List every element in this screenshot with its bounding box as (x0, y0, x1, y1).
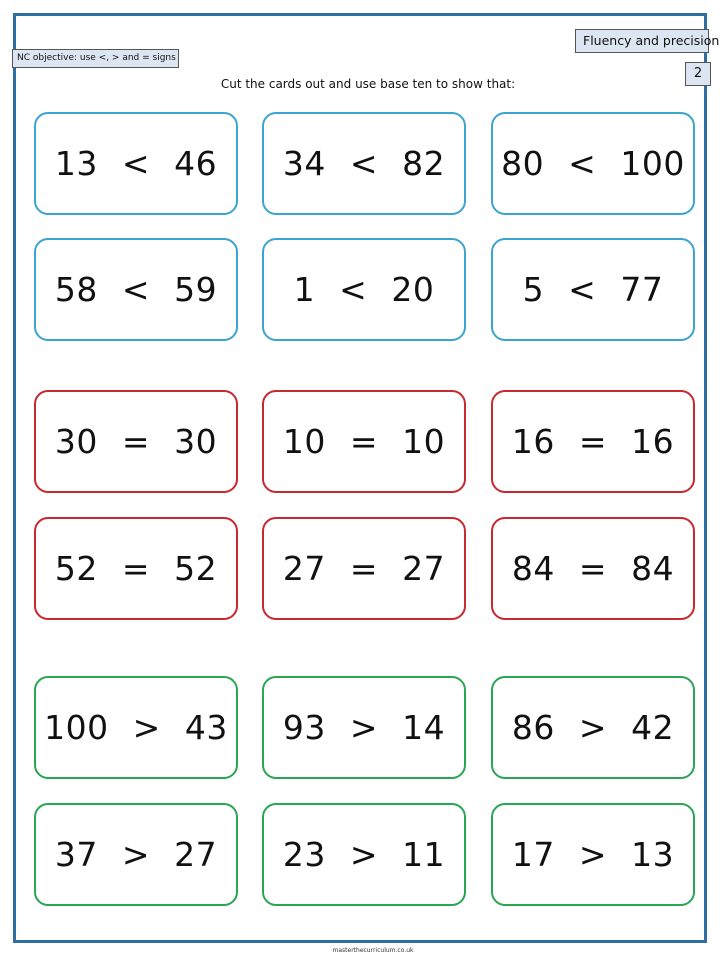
comparison-sign: = (349, 422, 379, 461)
comparison-sign: > (132, 708, 161, 747)
comparison-card[interactable] (34, 238, 238, 341)
card-right-value: 43 (184, 708, 228, 747)
card-right-value: 77 (620, 270, 664, 309)
comparison-card[interactable] (262, 517, 466, 620)
card-right-value: 13 (631, 835, 675, 874)
comparison-card[interactable] (262, 238, 466, 341)
card-left-value: 58 (54, 270, 98, 309)
card-right-value: 52 (174, 549, 218, 588)
card-left-value: 5 (522, 270, 545, 309)
card-right-value: 59 (174, 270, 218, 309)
comparison-sign: = (578, 549, 608, 588)
card-right-value: 84 (631, 549, 675, 588)
card-right-value: 10 (402, 422, 446, 461)
card-left-value: 84 (511, 549, 555, 588)
card-left-value: 27 (282, 549, 326, 588)
comparison-card[interactable] (262, 390, 466, 493)
comparison-sign: > (578, 835, 608, 874)
card-left-value: 93 (282, 708, 326, 747)
card-right-value: 42 (631, 708, 675, 747)
comparison-card[interactable] (34, 390, 238, 493)
comparison-sign: > (349, 708, 379, 747)
comparison-card[interactable] (491, 390, 695, 493)
comparison-card[interactable] (262, 803, 466, 906)
footer-url: masterthecurriculum.co.uk (332, 947, 414, 954)
card-left-value: 37 (54, 835, 98, 874)
page-number: 2 (685, 62, 711, 86)
comparison-card[interactable] (491, 238, 695, 341)
card-right-value: 11 (402, 835, 446, 874)
comparison-card[interactable] (491, 112, 695, 215)
card-left-value: 16 (511, 422, 555, 461)
card-right-value: 20 (391, 270, 435, 309)
comparison-card[interactable] (34, 676, 238, 779)
card-right-value: 27 (402, 549, 446, 588)
comparison-card[interactable] (34, 112, 238, 215)
comparison-sign: = (121, 549, 151, 588)
comparison-sign: < (339, 270, 368, 309)
comparison-card[interactable] (34, 803, 238, 906)
comparison-card[interactable] (262, 112, 466, 215)
card-left-value: 30 (54, 422, 98, 461)
card-left-value: 23 (282, 835, 326, 874)
comparison-sign: < (349, 144, 379, 183)
card-right-value: 100 (620, 144, 685, 183)
card-right-value: 82 (402, 144, 446, 183)
comparison-card[interactable] (262, 676, 466, 779)
comparison-sign: < (568, 144, 597, 183)
card-left-value: 80 (501, 144, 545, 183)
comparison-sign: < (568, 270, 597, 309)
comparison-sign: > (121, 835, 151, 874)
comparison-sign: > (349, 835, 379, 874)
comparison-sign: < (121, 270, 151, 309)
instruction-text: Cut the cards out and use base ten to show that: (220, 77, 516, 91)
card-right-value: 27 (174, 835, 218, 874)
card-right-value: 16 (631, 422, 675, 461)
comparison-card[interactable] (34, 517, 238, 620)
comparison-card[interactable] (491, 676, 695, 779)
card-left-value: 10 (282, 422, 326, 461)
comparison-sign: < (121, 144, 151, 183)
comparison-card[interactable] (491, 517, 695, 620)
card-left-value: 100 (44, 708, 109, 747)
comparison-sign: = (349, 549, 379, 588)
fluency-label: Fluency and precision (575, 29, 709, 53)
card-right-value: 14 (402, 708, 446, 747)
card-left-value: 34 (282, 144, 326, 183)
card-left-value: 1 (293, 270, 316, 309)
comparison-sign: = (121, 422, 151, 461)
nc-objective: NC objective: use <, > and = signs (12, 49, 179, 68)
comparison-sign: > (578, 708, 608, 747)
card-right-value: 30 (174, 422, 218, 461)
comparison-card[interactable] (491, 803, 695, 906)
comparison-sign: = (578, 422, 608, 461)
card-right-value: 46 (174, 144, 218, 183)
card-left-value: 86 (511, 708, 555, 747)
card-left-value: 17 (511, 835, 555, 874)
card-left-value: 52 (54, 549, 98, 588)
card-left-value: 13 (54, 144, 98, 183)
